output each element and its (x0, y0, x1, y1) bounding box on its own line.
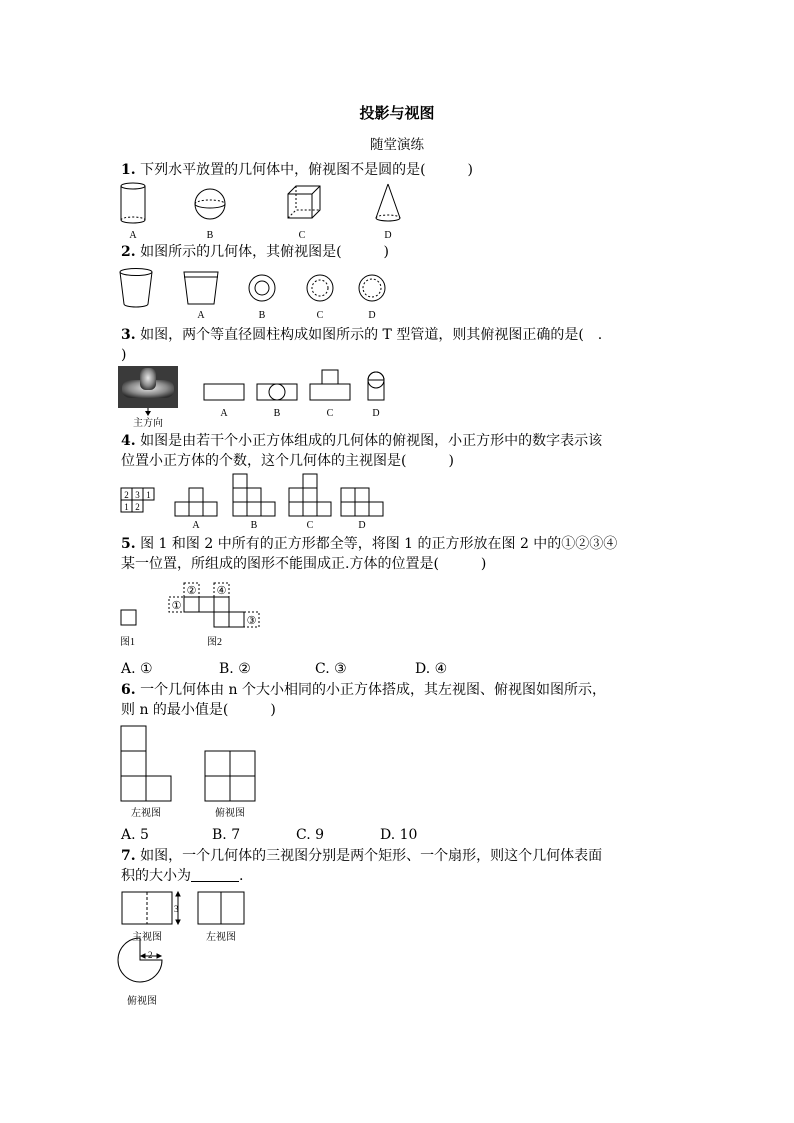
left-view-figure (121, 726, 171, 801)
circled-number: ③ (246, 615, 257, 627)
fig2-label: 图2 (207, 637, 222, 648)
question-7-line2 (121, 866, 243, 886)
fig-label: C (306, 520, 314, 531)
grid-number: 3 (135, 490, 140, 500)
q5-figures (118, 582, 278, 650)
question-text: 积的大小为 (121, 868, 191, 884)
photo-caption: 主方向 (133, 418, 163, 429)
question-text: . (239, 868, 244, 884)
option-d-blocks (341, 488, 383, 516)
question-text: 下列水平放置的几何体中，俯视图不是圆的是( ) (140, 162, 474, 178)
cup-figure (120, 269, 152, 308)
question-text: 如图，两个等直径圆柱构成如图所示的 T 型管道，则其俯视图正确的是( . (140, 327, 603, 343)
fig-label: B (206, 230, 214, 241)
cone-figure (376, 184, 400, 221)
fig-label: B (250, 520, 258, 531)
question-4-line2: 位置小正方体的个数，这个几何体的主视图是( ) (121, 453, 454, 469)
page-subtitle: 随堂演练 (370, 137, 424, 153)
cube-figure (288, 186, 320, 218)
t-pipe-photo (118, 366, 178, 408)
grid-number: 1 (124, 502, 129, 512)
question-5 (121, 534, 617, 554)
top-view-label: 俯视图 (215, 808, 245, 819)
left-view-figure (198, 892, 244, 924)
grid-number: 2 (135, 502, 140, 512)
grid-number: 2 (124, 490, 129, 500)
question-text: 图 1 和图 2 中所有的正方形都全等，将图 1 的正方形放在图 2 中的①②③④ (140, 536, 618, 552)
option-b-rect-circle (257, 384, 297, 400)
grid-number: 1 (146, 490, 151, 500)
q7-figures (118, 888, 258, 1012)
question-6 (121, 680, 606, 700)
circled-number: ④ (216, 585, 227, 597)
front-view-figure (122, 892, 172, 924)
fig-label: A (129, 230, 137, 241)
fig-label: C (298, 230, 306, 241)
question-5-line2: 某一位置，所组成的图形不能围成正.方体的位置是( ) (121, 556, 487, 572)
answer-blank[interactable] (191, 867, 239, 882)
fig-label: D (368, 310, 376, 321)
fig-label: B (273, 408, 281, 419)
circled-number: ① (171, 600, 182, 612)
arrow-icon (145, 411, 151, 416)
question-text: 如图所示的几何体，其俯视图是( ) (140, 244, 390, 260)
question-number: 1. (121, 162, 136, 178)
question-3-line2: ) (121, 347, 127, 363)
question-number: 7. (121, 848, 136, 864)
fig-label: B (258, 310, 266, 321)
question-4 (121, 431, 602, 451)
question-text: 如图是由若干个小正方体组成的几何体的俯视图，小正方形中的数字表示该 (140, 433, 603, 449)
q6-figures (118, 724, 268, 820)
fig-label: D (358, 520, 366, 531)
fig1-label: 图1 (120, 637, 135, 648)
radius-value: 2 (148, 950, 153, 960)
question-text: 一个几何体由 n 个大小相同的小正方体搭成，其左视图、俯视图如图所示， (140, 682, 606, 698)
fig-label: C (316, 310, 324, 321)
option-b-blocks (233, 474, 275, 516)
cup-front-view (184, 272, 218, 304)
front-view-label: 主视图 (132, 932, 162, 943)
question-3 (121, 325, 602, 345)
fig-label: D (384, 230, 392, 241)
q6-option-b[interactable]: B. 7 (212, 827, 241, 843)
q5-option-b[interactable]: B. ② (219, 661, 251, 677)
question-text: 如图，一个几何体的三视图分别是两个矩形、一个扇形，则这个几何体表面 (140, 848, 603, 864)
top-view-figure (205, 751, 255, 801)
option-a-blocks (175, 488, 217, 516)
fig-label: A (220, 408, 228, 419)
q6-option-a[interactable]: A. 5 (121, 827, 149, 843)
option-c-t-shape (310, 384, 350, 400)
page-title: 投影与视图 (359, 104, 435, 122)
q5-option-a[interactable]: A. ① (121, 661, 153, 677)
question-number: 6. (121, 682, 136, 698)
sphere-figure (195, 189, 225, 219)
question-number: 4. (121, 433, 136, 449)
question-7 (121, 846, 602, 866)
fig-label: A (197, 310, 205, 321)
q4-figures (119, 472, 389, 532)
q6-option-d[interactable]: D. 10 (380, 827, 418, 843)
height-value: 3 (174, 904, 179, 914)
question-number: 2. (121, 244, 136, 260)
question-number: 5. (121, 536, 136, 552)
question-1 (121, 160, 473, 180)
option-a-rect (204, 384, 244, 400)
q5-option-c[interactable]: C. ③ (315, 661, 347, 677)
fig-label: D (372, 408, 380, 419)
q1-figures (114, 180, 414, 242)
q2-figures (114, 264, 404, 322)
question-2 (121, 242, 389, 262)
circles-dashed-outer (359, 275, 385, 301)
sector-top-view (118, 938, 162, 982)
circles-dashed-inner (307, 275, 333, 301)
fig-label: C (326, 408, 334, 419)
q5-option-d[interactable]: D. ④ (415, 661, 448, 677)
fig2-net (184, 597, 244, 627)
left-view-label: 左视图 (131, 808, 161, 819)
left-view-label: 左视图 (206, 932, 236, 943)
question-number: 3. (121, 327, 136, 343)
q6-option-c[interactable]: C. 9 (296, 827, 325, 843)
fig-label: A (192, 520, 200, 531)
top-view-label: 俯视图 (127, 996, 157, 1007)
fig1-square (121, 610, 136, 625)
q3-figures (118, 366, 398, 428)
two-circles-solid (249, 275, 275, 301)
circled-number: ② (186, 585, 197, 597)
option-c-blocks (289, 474, 331, 516)
cylinder-figure (121, 183, 145, 223)
question-6-line2: 则 n 的最小值是( ) (121, 702, 276, 718)
